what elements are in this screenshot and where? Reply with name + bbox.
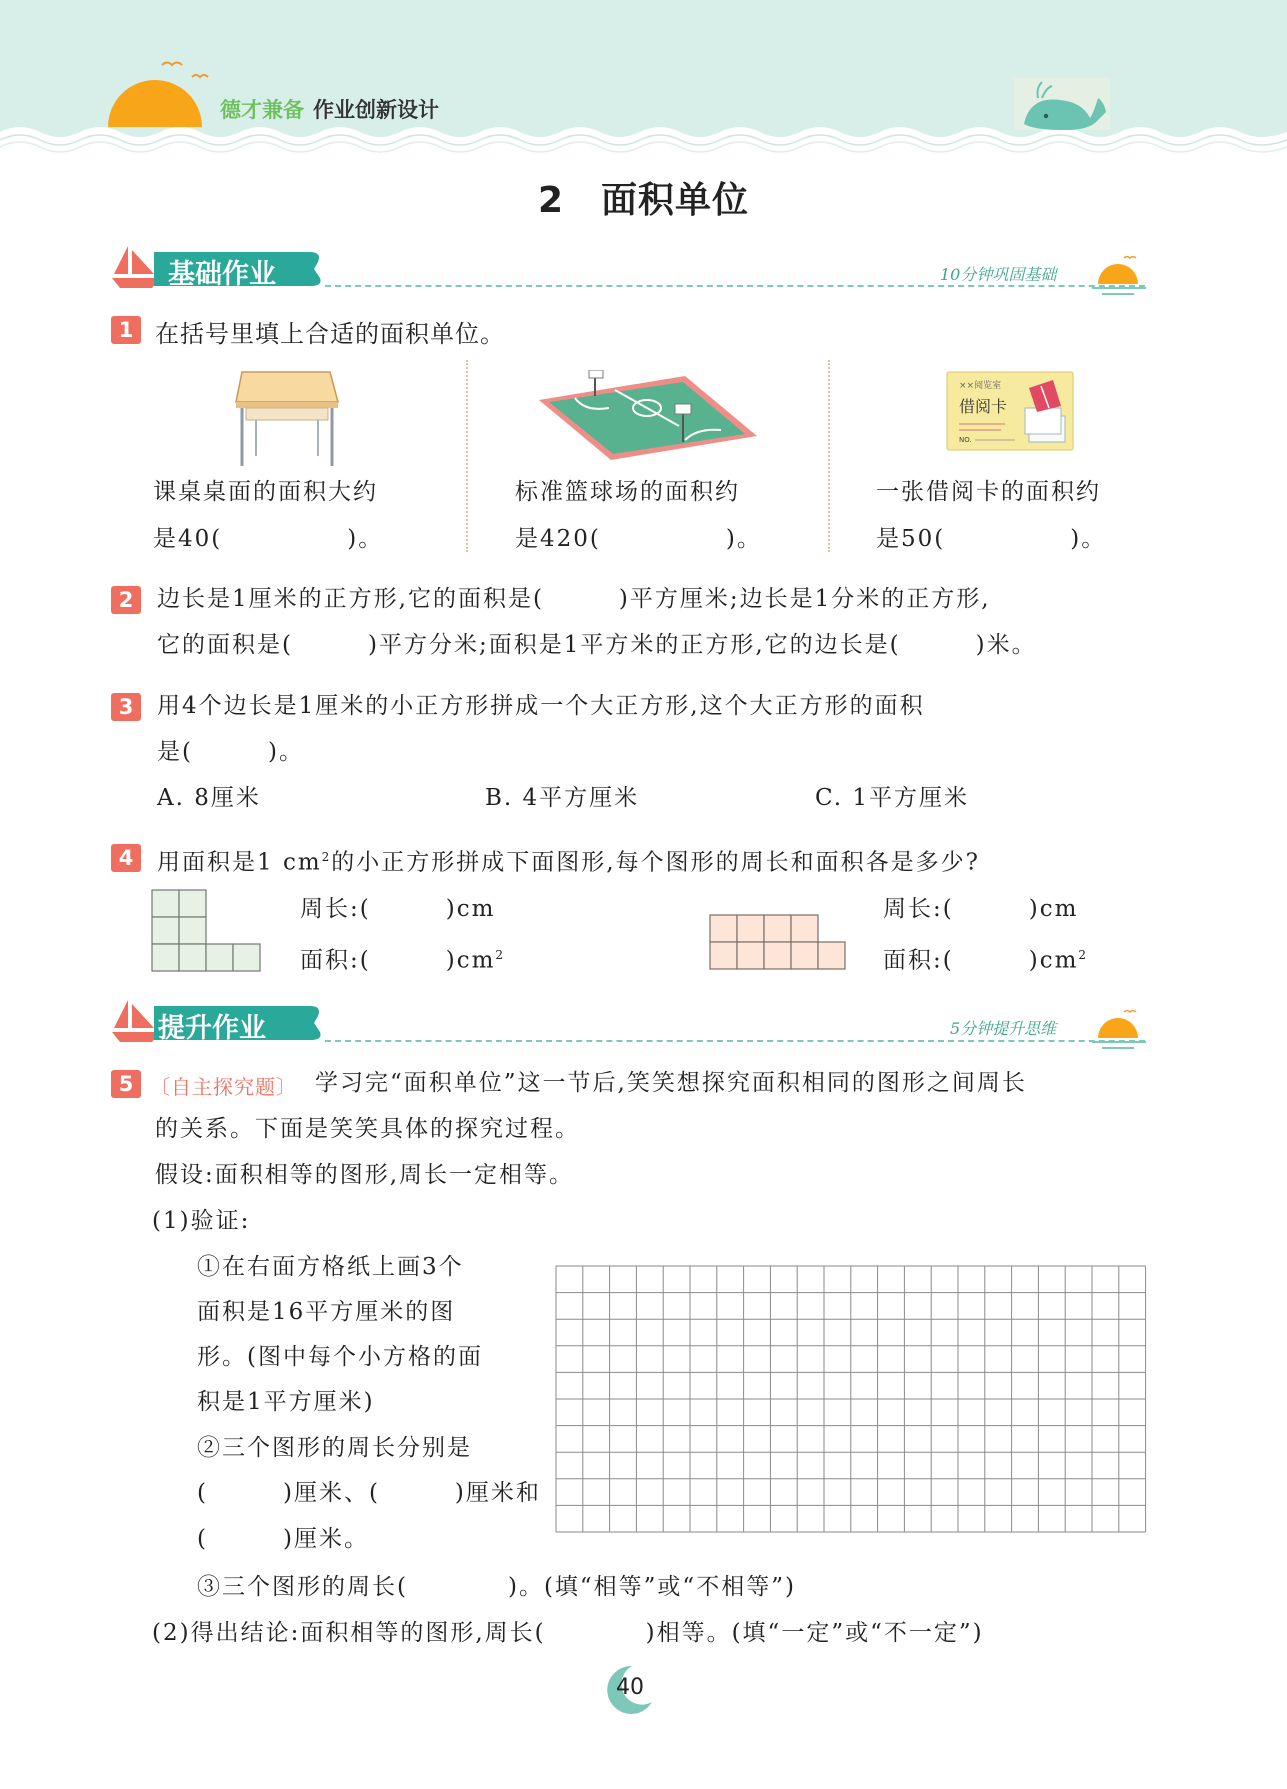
library-card-illustration — [945, 370, 1075, 452]
card-tag: ××阅览室 — [959, 381, 1002, 391]
q4-fig2-area-sup: 2 — [1078, 948, 1089, 962]
q1-item1-line2: 是40( )。 — [153, 526, 384, 552]
q4-fig2-area-label: 面积:( )cm — [883, 947, 1079, 974]
q3-option-b: B. 4平方厘米 — [485, 785, 640, 811]
card-title: 借阅卡 — [959, 397, 1008, 416]
q4-prompt — [157, 842, 980, 878]
q3-option-a: A. 8厘米 — [157, 785, 261, 811]
q1-item2-line1: 标准篮球场的面积约 — [515, 479, 740, 505]
q3-line2: 是( )。 — [157, 739, 304, 765]
q5-hypothesis: 假设:面积相等的图形,周长一定相等。 — [155, 1162, 575, 1188]
q4-fig1-area-sup: 2 — [495, 948, 506, 962]
question-number-3: 3 — [111, 693, 141, 721]
q5-sub1-line4: 积是1平方厘米) — [197, 1389, 375, 1415]
section-label-basic: 基础作业 — [168, 259, 276, 290]
q1-item3-line2: 是50( )。 — [876, 526, 1107, 552]
q4-fig1-area — [300, 940, 505, 976]
card-number: NO. — [959, 436, 972, 444]
q1-item3-line1: 一张借阅卡的面积约 — [876, 479, 1101, 505]
whale-icon — [1010, 72, 1115, 134]
column-divider-2 — [828, 360, 830, 552]
q4-fig2-perimeter: 周长:( )cm — [883, 896, 1079, 922]
q5-sub1-line2: 面积是16平方厘米的图 — [197, 1299, 456, 1325]
q4-prompt-sup: 2 — [321, 850, 332, 864]
q4-prompt-before: 用面积是1 cm — [157, 849, 322, 876]
q5-line1: 学习完“面积单位”这一节后,笑笑想探究面积相同的图形之间周长 — [315, 1070, 1027, 1096]
page-title: 2 面积单位 — [537, 180, 750, 221]
section-divider-basic — [325, 285, 1145, 287]
section-label-advanced: 提升作业 — [158, 1013, 266, 1044]
q5-sub3: ③三个图形的周长( )。(填“相等”或“不相等”) — [197, 1574, 796, 1600]
q5-line2: 的关系。下面是笑笑具体的探究过程。 — [155, 1116, 580, 1142]
q5-step1: (1)验证: — [152, 1208, 251, 1234]
q4-fig2-area — [883, 940, 1088, 976]
q1-item2-line2: 是420( )。 — [515, 526, 762, 552]
q4-figure-orange — [708, 913, 846, 973]
question-number-5: 5 — [111, 1070, 141, 1098]
q5-tag: 〔自主探究题〕 — [150, 1075, 297, 1099]
q5-sub2-line2: ( )厘米、( )厘米和 — [197, 1480, 541, 1506]
q1-prompt: 在括号里填上合适的面积单位。 — [155, 320, 505, 348]
column-divider-1 — [466, 360, 468, 552]
q2-line1: 边长是1厘米的正方形,它的面积是( )平方厘米;边长是1分米的正方形, — [157, 586, 991, 612]
q5-step2: (2)得出结论:面积相等的图形,周长( )相等。(填“一定”或“不一定”) — [152, 1620, 984, 1646]
brand-dark-text: 作业创新设计 — [313, 98, 439, 122]
section-tip-advanced: 5分钟提升思维 — [950, 1019, 1057, 1038]
q5-sub1-line3: 形。(图中每个小方格的面 — [197, 1344, 483, 1370]
basketball-court-illustration — [535, 370, 760, 460]
q3-line1: 用4个边长是1厘米的小正方形拼成一个大正方形,这个大正方形的面积 — [157, 693, 925, 719]
section-divider-advanced — [325, 1040, 1145, 1042]
q1-item1-line1: 课桌桌面的面积大约 — [153, 479, 378, 505]
q4-fig1-perimeter: 周长:( )cm — [300, 896, 496, 922]
q3-option-c: C. 1平方厘米 — [815, 785, 970, 811]
question-number-1: 1 — [111, 316, 141, 344]
sun-icon — [100, 55, 210, 130]
question-number-2: 2 — [111, 586, 141, 614]
q5-sub2-line1: ②三个图形的周长分别是 — [197, 1435, 472, 1461]
page-number: 40 — [616, 1675, 644, 1700]
q2-line2: 它的面积是( )平方分米;面积是1平方米的正方形,它的边长是( )米。 — [157, 632, 1037, 658]
sunset-icon — [1090, 252, 1150, 298]
q4-figure-green — [150, 888, 262, 974]
q4-prompt-after: 的小正方形拼成下面图形,每个图形的周长和面积各是多少? — [331, 849, 980, 876]
q5-sub1-line1: ①在右面方格纸上画3个 — [197, 1254, 464, 1280]
desk-illustration — [232, 364, 342, 470]
brand-green-text: 德才兼备 — [220, 98, 304, 122]
q4-fig1-area-label: 面积:( )cm — [300, 947, 496, 974]
question-number-4: 4 — [111, 844, 141, 872]
section-tip-basic: 10分钟巩固基础 — [940, 265, 1057, 284]
q5-sub2-line3: ( )厘米。 — [197, 1526, 369, 1552]
sunset-icon — [1090, 1006, 1150, 1052]
grid-paper[interactable] — [554, 1264, 1148, 1534]
